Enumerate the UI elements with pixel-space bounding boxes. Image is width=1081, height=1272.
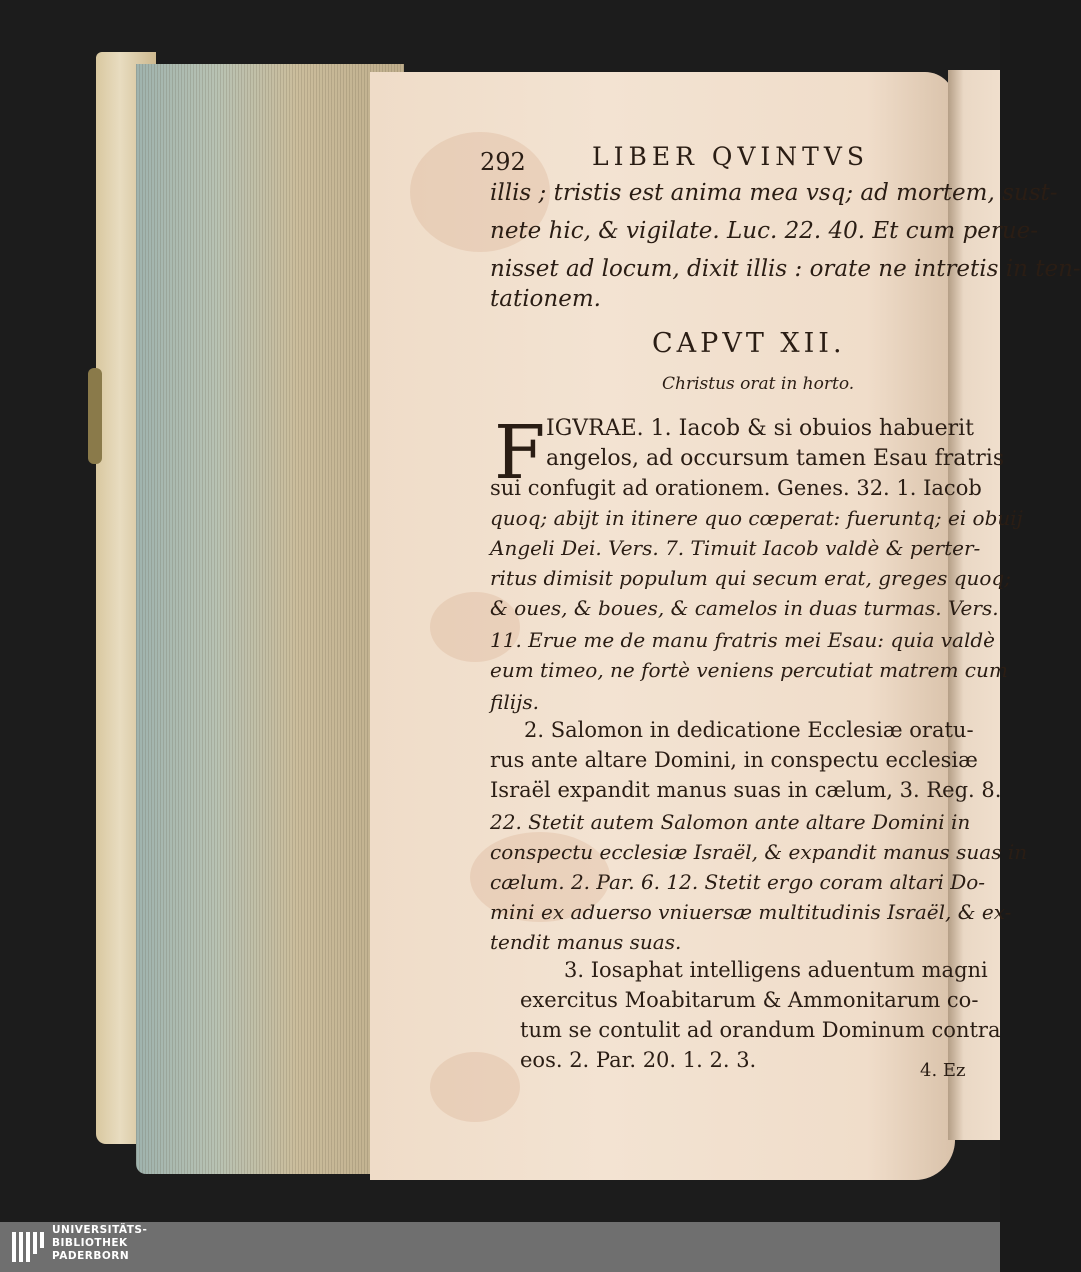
text-line: nete hic, & vigilate. Luc. 22. 40. Et cum perue- — [490, 218, 1039, 244]
text-line: rus ante altare Domini, in conspectu ecclesiæ — [490, 748, 978, 772]
text-line: tendit manus suas. — [490, 930, 682, 954]
text-line: exercitus Moabitarum & Ammonitarum co- — [520, 988, 979, 1012]
text-line: & oues, & boues, & camelos in duas turmas. Vers. — [490, 596, 999, 620]
text-line: ritus dimisit populum qui secum erat, greges quoq; — [490, 566, 1011, 590]
text-line: 22. Stetit autem Salomon ante altare Domini in — [490, 810, 971, 834]
institution-line: BIBLIOTHEK — [52, 1237, 128, 1249]
text-line: quoq; abijt in itinere quo cœperat: fueruntq; ei obuij — [490, 506, 1023, 530]
text-line: 11. Erue me de manu fratris mei Esau: quia valdè — [490, 628, 995, 652]
text-line: sui confugit ad orationem. Genes. 32. 1. Iacob — [490, 476, 982, 500]
text-line: eum timeo, ne fortè veniens percutiat matrem cum — [490, 658, 1008, 682]
text-line: conspectu ecclesiæ Israël, & expandit manus suas in — [490, 840, 1028, 864]
text-line: cælum. 2. Par. 6. 12. Stetit ergo coram altari Do- — [490, 870, 986, 894]
text-line: Angeli Dei. Vers. 7. Timuit Iacob valdè & perter- — [490, 536, 981, 560]
running-head: LIBER QVINTVS — [592, 142, 870, 171]
text-line: mini ex aduerso vniuersæ multitudinis Israël, & ex- — [490, 900, 1012, 924]
text-line: Israël expandit manus suas in cælum, 3. Reg. 8. — [490, 778, 1002, 802]
book-clasp — [88, 368, 102, 464]
text-line: angelos, ad occursum tamen Esau fratris — [546, 446, 1005, 471]
page-block-edge — [136, 64, 404, 1174]
text-line: filijs. — [490, 690, 539, 714]
text-line: 3. Iosaphat intelligens aduentum magni — [564, 958, 988, 982]
page-number: 292 — [480, 148, 526, 176]
text-line: nisset ad locum, dixit illis : orate ne intretis in ten- — [490, 256, 1081, 282]
text-line: 2. Salomon in dedicatione Ecclesiæ oratu- — [524, 718, 974, 742]
drop-cap: F — [494, 410, 546, 496]
library-logo-icon — [10, 1228, 46, 1266]
institution-name — [52, 1224, 147, 1263]
running-header — [480, 140, 950, 180]
text-line: tum se contulit ad orandum Dominum contra — [520, 1018, 1001, 1042]
text-line: tationem. — [490, 286, 601, 312]
text-line: eos. 2. Par. 20. 1. 2. 3. — [520, 1048, 757, 1072]
text-line: IGVRAE. 1. Iacob & si obuios habuerit — [546, 416, 974, 441]
institution-line: UNIVERSITÄTS- — [52, 1224, 148, 1236]
institution-footer — [0, 1222, 1000, 1272]
institution-line: PADERBORN — [52, 1250, 130, 1262]
text-line: illis ; tristis est anima mea vsq; ad mortem, sust- — [490, 180, 1058, 206]
catchword: 4. Ez — [920, 1060, 966, 1081]
chapter-title: CAPVT XII. — [652, 328, 846, 359]
chapter-subtitle: Christus orat in horto. — [662, 374, 855, 394]
